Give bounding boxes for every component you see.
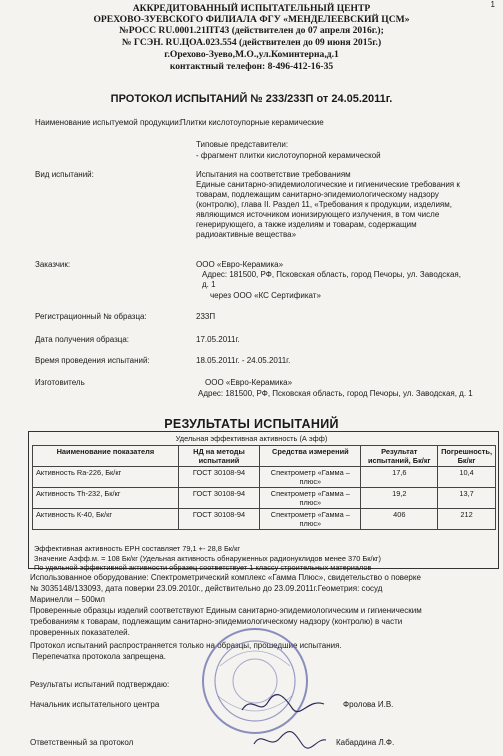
customer-value-2: Адрес: 181500, РФ, Псковская область, город Печоры, ул. Заводская, — [202, 270, 461, 279]
sample-no-label: Регистрационный № образца: — [35, 312, 147, 321]
customer-label: Заказчик: — [35, 260, 71, 269]
customer-value-4: через ООО «КС Сертификат» — [210, 291, 321, 300]
test-type-label: Вид испытаний: — [35, 170, 94, 179]
cell-result: 19,2 — [361, 488, 438, 509]
header-line-1: АККРЕДИТОВАННЫЙ ИСПЫТАТЕЛЬНЫЙ ЦЕНТР — [132, 3, 371, 14]
product-value: Плитки кислотоупорные керамические — [180, 118, 324, 127]
note-line-7: Протокол испытаний распространяется только на образцы, прошедшие испытания. — [30, 641, 342, 650]
head-signature — [238, 690, 328, 718]
page-number: 1 — [490, 0, 495, 9]
header-line-6: контактный телефон: 8-496-412-16-35 — [169, 61, 334, 72]
period-value: 18.05.2011г. - 24.05.2011г. — [196, 356, 291, 365]
cell-method: ГОСТ 30108-94 — [178, 488, 259, 509]
note-line-4: Проверенные образцы изделий соответствуют Единым санитарно-эпидемиологическим и гигиеническим — [30, 606, 422, 615]
product-label: Наименование испытуемой продукции: — [35, 118, 181, 127]
class-note: По удельной эффективной активности образец соответствует 1 классу строительных материалов — [34, 563, 372, 572]
cell-indicator: Активность К-40, Бк/кг — [33, 509, 179, 530]
col-header-instrument: Средства измерений — [260, 446, 361, 467]
erp-line: Эффективная активность ЕРН составляет 79,1 +- 28,8 Бк/кг — [34, 544, 241, 553]
maker-label: Изготовитель — [35, 378, 85, 387]
received-value: 17.05.2011г. — [196, 335, 240, 344]
table-row — [33, 467, 496, 488]
responsible-name: Кабардина Л.Ф. — [336, 738, 395, 747]
results-title: РЕЗУЛЬТАТЫ ИСПЫТАНИЙ — [164, 417, 339, 431]
cell-error: 212 — [438, 509, 496, 530]
col-header-result: Результат испытаний, Бк/кг — [361, 446, 438, 467]
head-name: Фролова И.В. — [343, 700, 394, 709]
customer-value-1: ООО «Евро-Керамика» — [196, 260, 284, 269]
test-type-value-4: (контролю), глава II. Раздел 11, «Требования к продукции, изделиям, — [196, 200, 452, 209]
official-stamp — [200, 626, 310, 736]
typical-label: Типовые представители: — [196, 140, 289, 149]
note-line-5: требованиям к товарам, подлежащим санитарно-эпидемиологическому надзору (контролю) в части — [30, 617, 403, 626]
test-type-value-5: являющимся источником ионизирующего излучения, в том числе — [196, 210, 440, 219]
results-table — [32, 445, 496, 530]
test-type-value-3: товарам, подлежащим санитарно-эпидемиологическому надзору — [196, 190, 439, 199]
header-line-4: № ГСЭН. RU.ЦОА.023.554 (действителен до 09 июня 2015г.) — [121, 37, 382, 48]
cell-instrument: Спектрометр «Гамма – плюс» — [260, 509, 361, 530]
note-line-1: Использованное оборудование: Спектрометрический комплекс «Гамма Плюс», свидетельство о поверке — [30, 573, 421, 582]
header-line-3: №РОСС RU.0001.21ПТ43 (действителен до 07 апреля 2016г.); — [119, 25, 384, 36]
typical-value: - фрагмент плитки кислотоупорной керамической — [196, 151, 381, 160]
cell-indicator: Активность Th-232, Бк/кг — [33, 488, 179, 509]
sample-no-value: 233П — [196, 312, 216, 321]
cell-indicator: Активность Ra-226, Бк/кг — [33, 467, 179, 488]
cell-instrument: Спектрометр «Гамма – плюс» — [260, 467, 361, 488]
cell-method: ГОСТ 30108-94 — [178, 509, 259, 530]
table-row — [33, 509, 496, 530]
table-row — [33, 488, 496, 509]
maker-value-1: ООО «Евро-Керамика» — [205, 378, 293, 387]
cell-instrument: Спектрометр «Гамма – плюс» — [260, 488, 361, 509]
note-line-3: Маринелли – 500мл — [30, 595, 105, 604]
col-header-indicator: Наименование показателя — [33, 446, 179, 467]
cell-method: ГОСТ 30108-94 — [178, 467, 259, 488]
confirm-text: Результаты испытаний подтверждаю: — [30, 680, 170, 689]
responsible-signature — [250, 728, 330, 752]
test-type-value-6: генерирующего, а также изделиям и товарам, содержащим — [196, 220, 417, 229]
maker-value-2: Адрес: 181500, РФ, Псковская область, город Печоры, ул. Заводская, д. 1 — [198, 389, 473, 398]
table-header-row — [33, 446, 496, 467]
results-subtitle: Удельная эффективная активность (А эфф) — [175, 434, 328, 443]
test-type-value-2: Единые санитарно-эпидемиологические и гигиенические требования к — [196, 180, 460, 189]
note-line-8: Перепечатка протокола запрещена. — [30, 652, 166, 661]
test-type-value-1: Испытания на соответствие требованиям — [196, 170, 351, 179]
cell-error: 10,4 — [438, 467, 496, 488]
note-line-6: проверенных показателей. — [30, 628, 130, 637]
received-label: Дата получения образца: — [35, 335, 130, 344]
col-header-error: Погрешность, Бк/кг — [438, 446, 496, 467]
responsible-label: Ответственный за протокол — [30, 738, 134, 747]
cell-result: 406 — [361, 509, 438, 530]
cell-result: 17,6 — [361, 467, 438, 488]
customer-value-3: д. 1 — [202, 280, 216, 289]
note-line-2: № 3035148/133093, дата поверки 23.09.2010г., действительно до 23.09.2011г.Геометрия: сосуд — [30, 584, 383, 593]
meaning-line: Значение Аэфф.м. = 108 Бк/кг (Удельная активность обнаруженных радионуклидов менее 370 Бк/кг) — [34, 554, 381, 563]
head-label: Начальник испытательного центра — [30, 700, 160, 709]
document-title: ПРОТОКОЛ ИСПЫТАНИЙ № 233/233П от 24.05.2011г. — [110, 93, 393, 105]
test-type-value-7: радиоактивные вещества» — [196, 230, 297, 239]
header-line-2: ОРЕХОВО-ЗУЕВСКОГО ФИЛИАЛА ФГУ «МЕНДЕЛЕЕВСКИЙ ЦСМ» — [93, 14, 410, 25]
col-header-method: НД на методы испытаний — [178, 446, 259, 467]
header-line-5: г.Орехово-Зуево,М.О.,ул.Коминтерна,д.1 — [164, 49, 339, 60]
cell-error: 13,7 — [438, 488, 496, 509]
period-label: Время проведения испытаний: — [35, 356, 150, 365]
